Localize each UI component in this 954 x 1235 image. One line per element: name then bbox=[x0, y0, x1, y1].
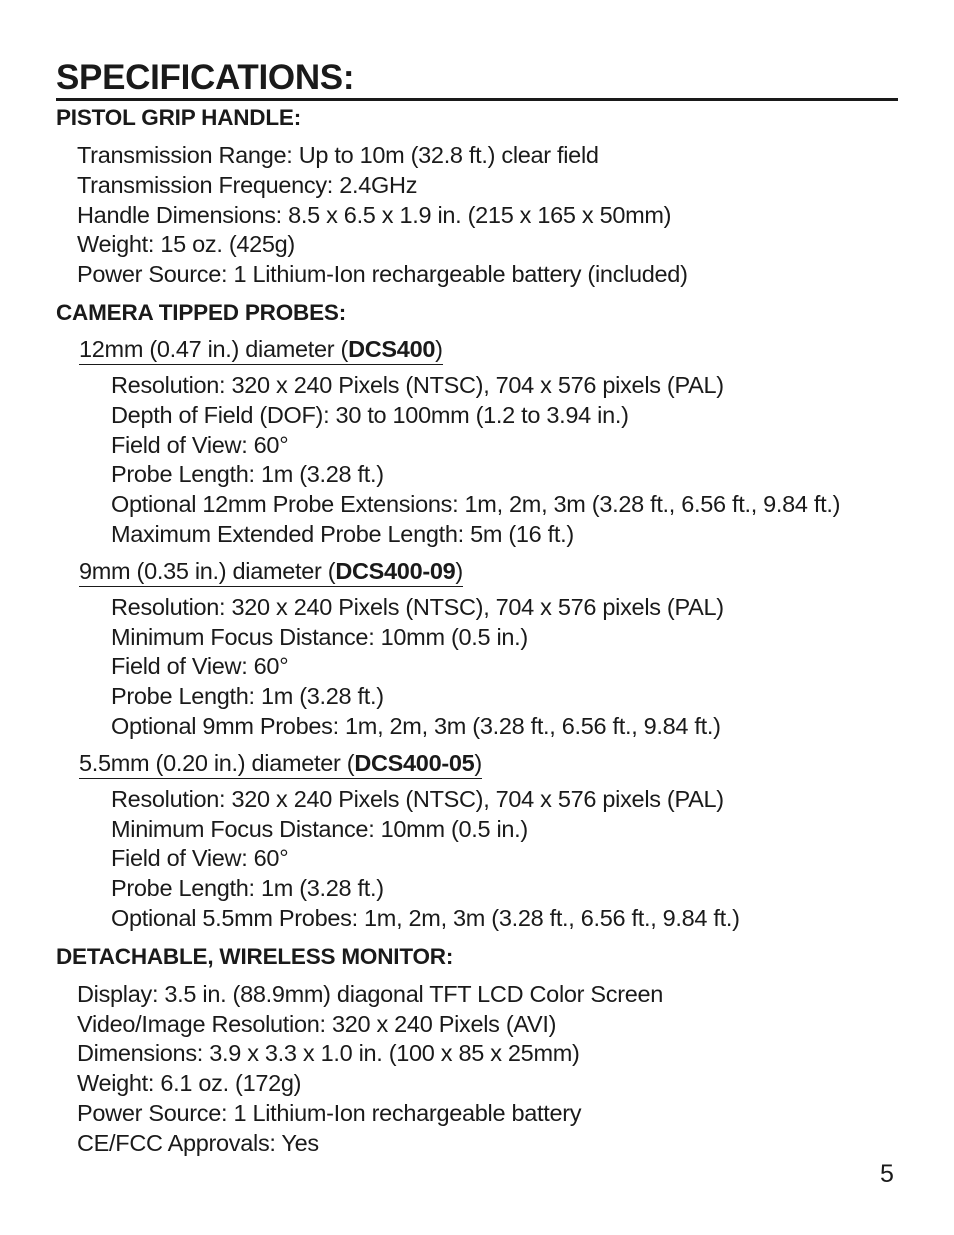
probe-suffix: ) bbox=[455, 557, 463, 584]
spec-item: Handle Dimensions: 8.5 x 6.5 x 1.9 in. (215 x 165 x 50mm) bbox=[77, 201, 672, 228]
spec-item: Video/Image Resolution: 320 x 240 Pixels (AVI) bbox=[77, 1010, 557, 1037]
probe-12mm bbox=[56, 334, 898, 550]
handle-heading: PISTOL GRIP HANDLE: bbox=[56, 105, 301, 130]
spec-item: Transmission Frequency: 2.4GHz bbox=[77, 171, 418, 198]
probe-model: DCS400-05 bbox=[354, 749, 475, 776]
probe-spec-list bbox=[56, 593, 898, 742]
monitor-heading: DETACHABLE, WIRELESS MONITOR: bbox=[56, 943, 454, 969]
spec-item: Resolution: 320 x 240 Pixels (NTSC), 704 x 576 pixels (PAL) bbox=[111, 371, 724, 398]
spec-item: Depth of Field (DOF): 30 to 100mm (1.2 to 3.94 in.) bbox=[111, 401, 629, 428]
spec-item: Dimensions: 3.9 x 3.3 x 1.0 in. (100 x 85 x 25mm) bbox=[77, 1040, 580, 1067]
handle-spec-list bbox=[56, 141, 898, 290]
page-number: 5 bbox=[880, 1160, 894, 1188]
probe-diameter-label: 9mm (0.35 in.) diameter ( bbox=[79, 557, 336, 584]
monitor-spec-list bbox=[56, 980, 898, 1159]
spec-item: Power Source: 1 Lithium-Ion rechargeable battery (included) bbox=[77, 261, 688, 288]
probe-heading bbox=[79, 334, 443, 365]
spec-item: Minimum Focus Distance: 10mm (0.5 in.) bbox=[111, 815, 528, 842]
probe-spec-list bbox=[56, 371, 898, 550]
page-title: SPECIFICATIONS: bbox=[56, 58, 898, 101]
spec-item: Transmission Range: Up to 10m (32.8 ft.) clear field bbox=[77, 142, 599, 168]
probe-9mm bbox=[56, 556, 898, 742]
spec-item: Probe Length: 1m (3.28 ft.) bbox=[111, 683, 384, 710]
spec-item: Field of View: 60° bbox=[111, 845, 289, 872]
probes-heading: CAMERA TIPPED PROBES: bbox=[56, 299, 346, 325]
spec-item: Resolution: 320 x 240 Pixels (NTSC), 704 x 576 pixels (PAL) bbox=[111, 593, 724, 620]
spec-item: Probe Length: 1m (3.28 ft.) bbox=[111, 875, 384, 902]
spec-page bbox=[56, 58, 898, 1159]
handle-section bbox=[56, 103, 898, 290]
probe-model: DCS400-09 bbox=[335, 557, 456, 584]
spec-item: Field of View: 60° bbox=[111, 431, 289, 458]
probes-section bbox=[56, 298, 898, 934]
probe-suffix: ) bbox=[435, 335, 443, 362]
spec-item: Weight: 6.1 oz. (172g) bbox=[77, 1070, 302, 1097]
probe-heading bbox=[79, 748, 482, 779]
monitor-section bbox=[56, 942, 898, 1159]
probe-diameter-label: 5.5mm (0.20 in.) diameter ( bbox=[79, 749, 355, 776]
probe-heading bbox=[79, 556, 463, 587]
probe-model: DCS400 bbox=[348, 335, 436, 362]
spec-item: Optional 9mm Probes: 1m, 2m, 3m (3.28 ft., 6.56 ft., 9.84 ft.) bbox=[111, 712, 721, 739]
probe-diameter-label: 12mm (0.47 in.) diameter ( bbox=[79, 335, 349, 362]
spec-item: Probe Length: 1m (3.28 ft.) bbox=[111, 461, 384, 488]
spec-item: Field of View: 60° bbox=[111, 653, 289, 680]
spec-item: Weight: 15 oz. (425g) bbox=[77, 231, 295, 258]
probe-spec-list bbox=[56, 785, 898, 934]
spec-item: Power Source: 1 Lithium-Ion rechargeable battery bbox=[77, 1099, 582, 1126]
probe-suffix: ) bbox=[474, 749, 482, 776]
spec-item: Optional 12mm Probe Extensions: 1m, 2m, 3m (3.28 ft., 6.56 ft., 9.84 ft.) bbox=[111, 491, 841, 518]
spec-item: Minimum Focus Distance: 10mm (0.5 in.) bbox=[111, 623, 528, 650]
spec-item: Maximum Extended Probe Length: 5m (16 ft.) bbox=[111, 520, 574, 547]
spec-item: Display: 3.5 in. (88.9mm) diagonal TFT LCD Color Screen bbox=[77, 980, 664, 1007]
probe-5-5mm bbox=[56, 748, 898, 934]
spec-item: CE/FCC Approvals: Yes bbox=[77, 1129, 319, 1156]
spec-item: Resolution: 320 x 240 Pixels (NTSC), 704 x 576 pixels (PAL) bbox=[111, 785, 724, 812]
spec-item: Optional 5.5mm Probes: 1m, 2m, 3m (3.28 ft., 6.56 ft., 9.84 ft.) bbox=[111, 904, 740, 931]
